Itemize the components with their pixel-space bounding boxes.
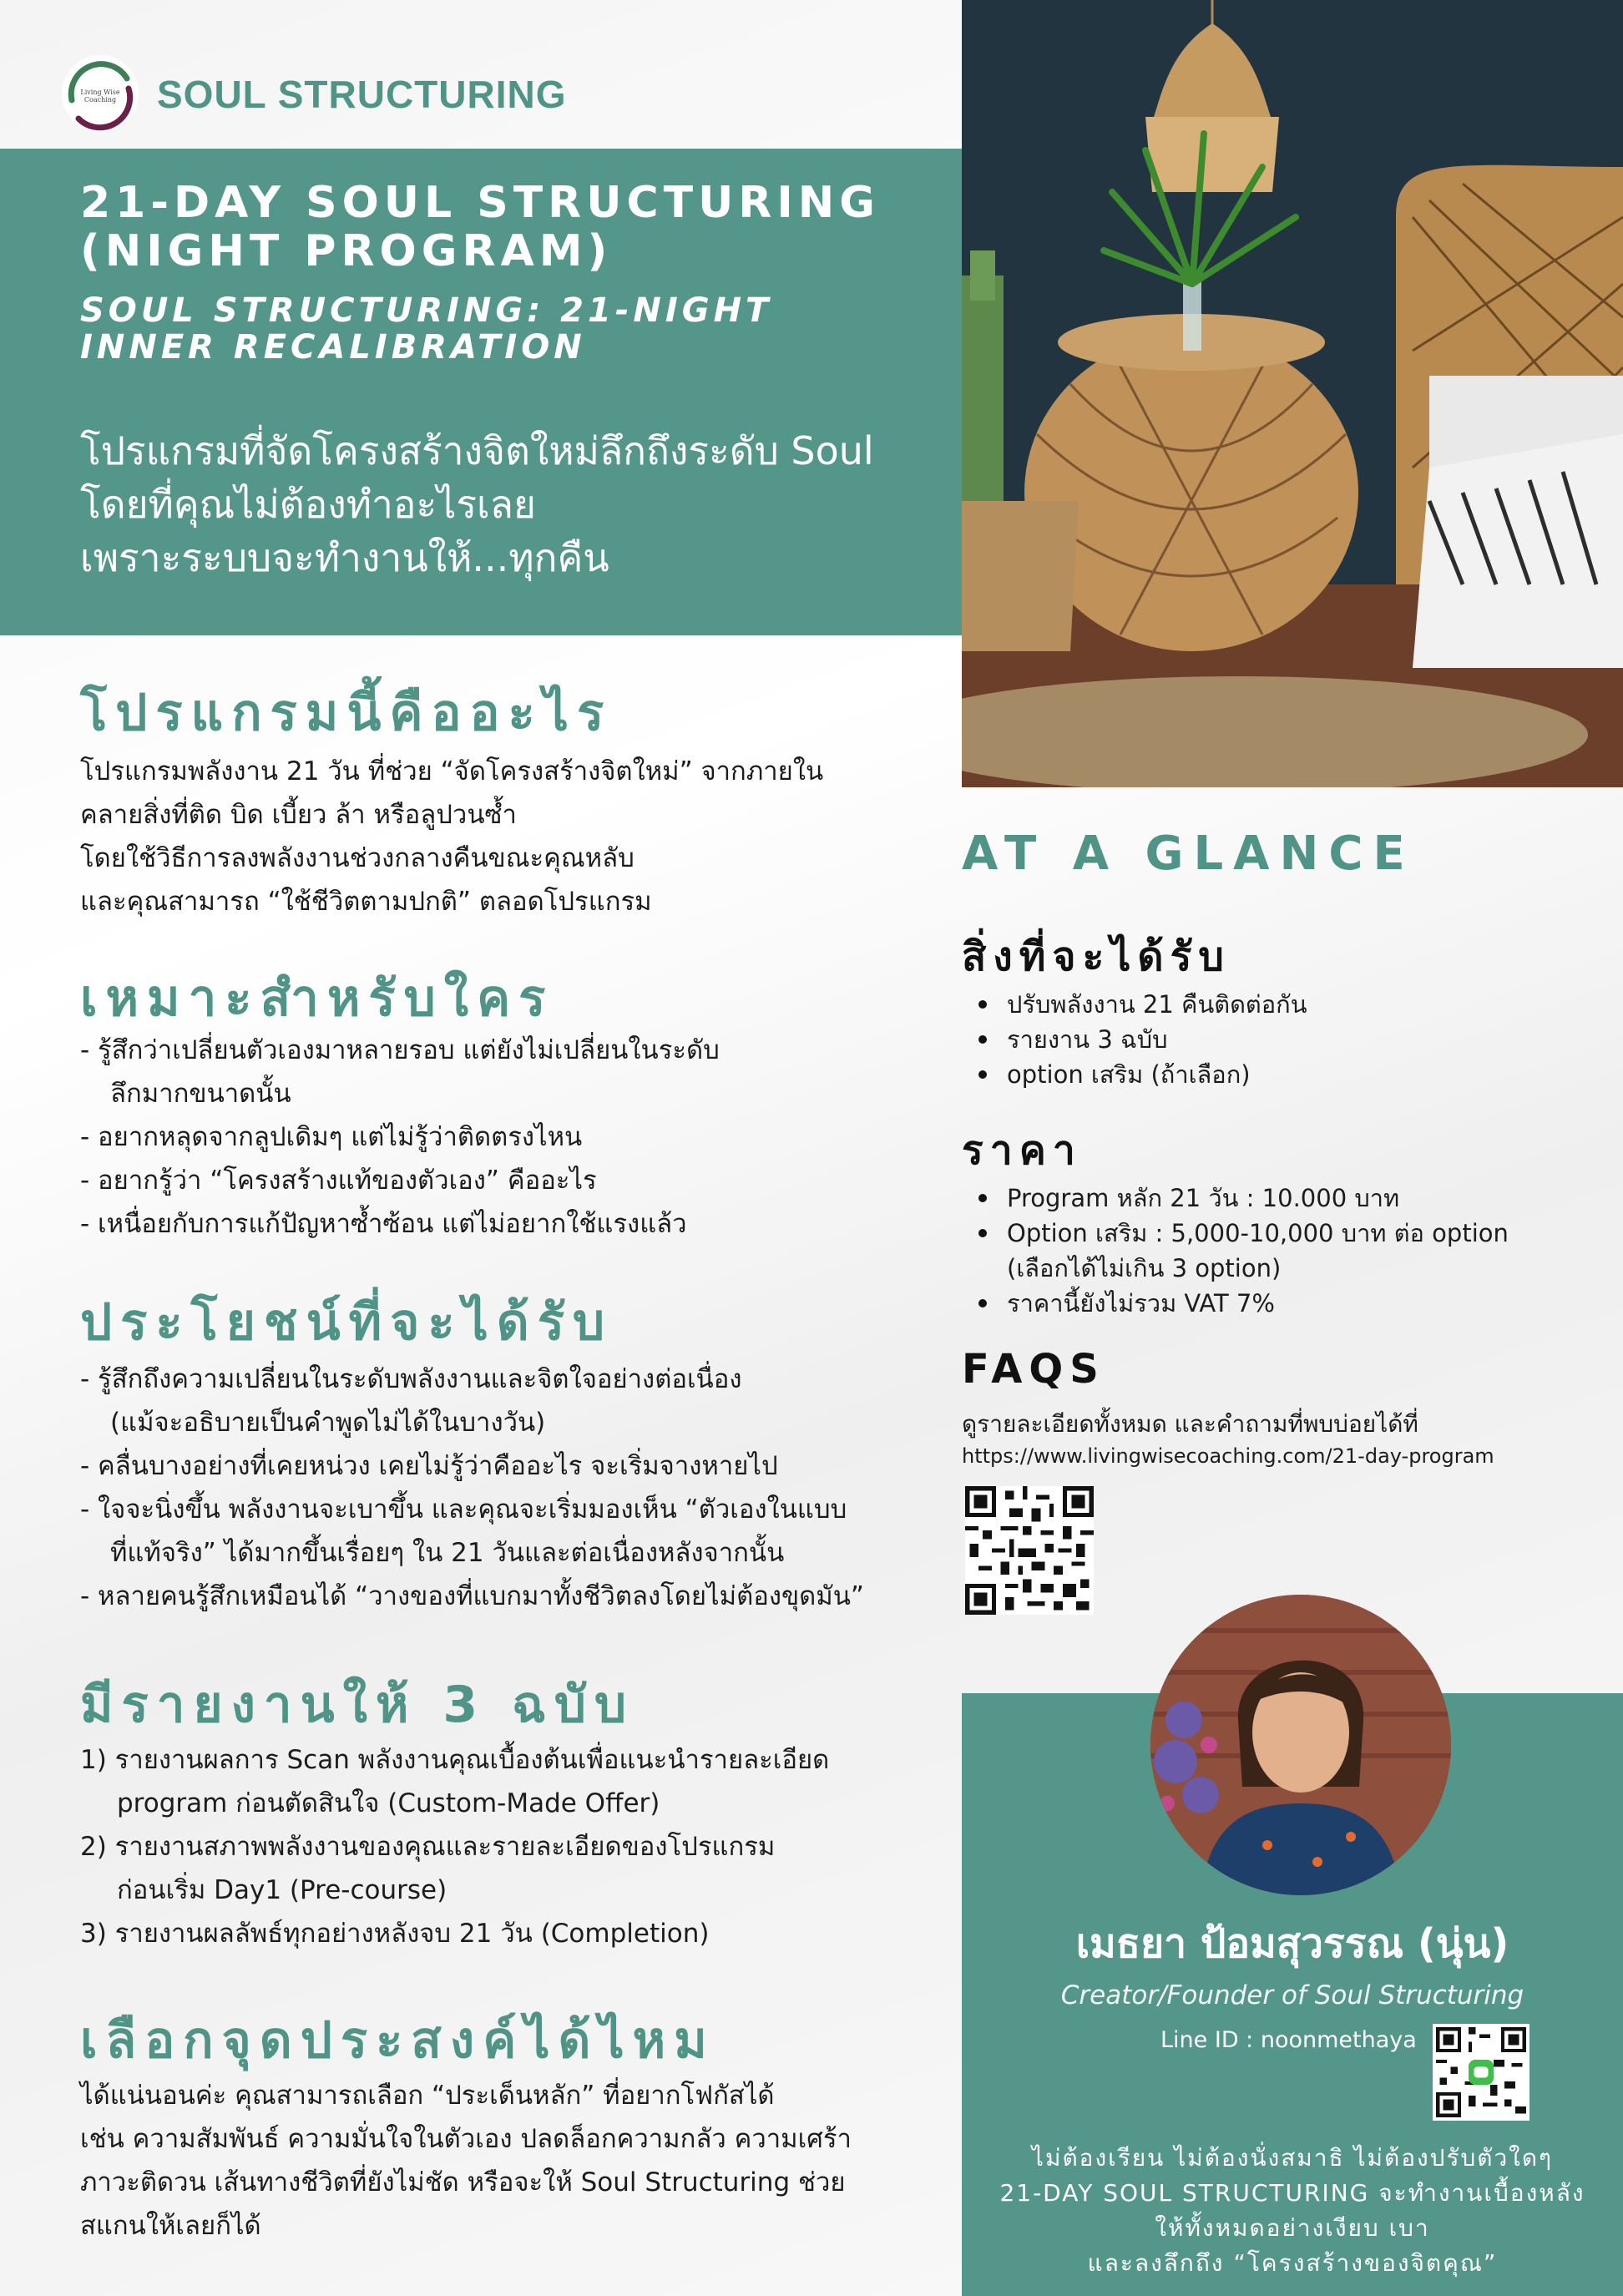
faq-link[interactable]: https://www.livingwisecoaching.com/21-day-program <box>962 1444 1494 1468</box>
hero-subtitle-line: SOUL STRUCTURING: 21-NIGHT <box>80 291 773 330</box>
report-item: ก่อนเริ่ม Day1 (Pre-course) <box>117 1875 447 1905</box>
price-list <box>973 1181 1616 1321</box>
report-item: program ก่อนตัดสินใจ (Custom-Made Offer) <box>117 1788 660 1818</box>
bedroom-photo <box>962 0 1623 787</box>
benefit-item: - รู้สึกถึงความเปลี่ยนในระดับพลังงานและจิตใจอย่างต่อเนื่อง <box>80 1364 742 1394</box>
line-id[interactable]: Line ID : noonmethaya <box>1160 2027 1417 2053</box>
receive-list <box>973 987 1616 1092</box>
receive-heading: สิ่งที่จะได้รับ <box>962 933 1231 980</box>
what-line: และคุณสามารถ “ใช้ชีวิตตามปกติ” ตลอดโปรแกรม <box>80 887 652 917</box>
section-title-benefits: ประโยชน์ที่จะได้รับ <box>80 1293 614 1352</box>
for-whom-item: - เหนื่อยกับการแก้ปัญหาซ้ำซ้อน แต่ไม่อยากใช้แรงแล้ว <box>80 1209 687 1239</box>
hero-subtitle <box>80 292 932 366</box>
price-item: Option เสริม : 5,000-10,000 บาท ต่อ option <box>973 1216 1616 1251</box>
hero-text-line: โปรแกรมที่จัดโครงสร้างจิตใหม่ลึกถึงระดับ Soul <box>80 428 874 473</box>
hero-text-line: โดยที่คุณไม่ต้องทำอะไรเลย <box>80 482 536 527</box>
section-title-for-whom: เหมาะสำหรับใคร <box>80 969 554 1028</box>
hero-description <box>80 424 948 584</box>
price-heading: ราคา <box>962 1127 1082 1174</box>
hero-title <box>80 179 932 276</box>
price-item: ราคานี้ยังไม่รวม VAT 7% <box>973 1286 1616 1321</box>
reports-list <box>80 1738 923 1955</box>
benefit-item: - ใจจะนิ่งขึ้น พลังงานจะเบาขึ้น และคุณจะเริ่มมองเห็น “ตัวเองในแบบ <box>80 1494 847 1525</box>
for-whom-item: - อยากหลุดจากลูปเดิมๆ แต่ไม่รู้ว่าติดตรงไหน <box>80 1122 583 1152</box>
faq-description: ดูรายละเอียดทั้งหมด และคำถามที่พบบ่อยได้ที่ <box>962 1410 1418 1438</box>
benefit-item: (แม้จะอธิบายเป็นคำพูดไม่ได้ในบางวัน) <box>110 1408 546 1438</box>
price-item: Program หลัก 21 วัน : 10.000 บาท <box>973 1181 1616 1216</box>
price-item-note: (เลือกได้ไม่เกิน 3 option) <box>1007 1254 1282 1282</box>
hero-title-line: (NIGHT PROGRAM) <box>80 226 613 276</box>
for-whom-item: - อยากรู้ว่า “โครงสร้างแท้ของตัวเอง” คืออะไร <box>80 1166 597 1196</box>
benefit-item: - หลายคนรู้สึกเหมือนได้ “วางของที่แบกมาทั้งชีวิตลงโดยไม่ต้องขุดมัน” <box>80 1581 864 1611</box>
logo-text: Living Wise Coaching <box>80 89 120 104</box>
purpose-line: เช่น ความสัมพันธ์ ความมั่นใจในตัวเอง ปลดล็อกความกลัว ความเศร้า <box>80 2124 852 2154</box>
section-title-reports: มีรายงานให้ 3 ฉบับ <box>80 1676 635 1734</box>
benefit-item: ที่แท้จริง” ได้มากขึ้นเรื่อยๆ ใน 21 วันและต่อเนื่องหลังจากนั้น <box>110 1538 785 1568</box>
what-description <box>80 750 923 923</box>
report-item: 3) รายงานผลลัพธ์ทุกอย่างหลังจบ 21 วัน (Completion) <box>80 1919 710 1949</box>
for-whom-item: ลึกมากขนาดนั้น <box>110 1079 291 1109</box>
hero-subtitle-line: INNER RECALIBRATION <box>80 328 586 367</box>
benefit-item: - คลื่นบางอย่างที่เคยหน่วง เคยไม่รู้ว่าคืออะไร จะเริ่มจางหายไป <box>80 1451 778 1481</box>
what-line: โปรแกรมพลังงาน 21 วัน ที่ช่วย “จัดโครงสร้างจิตใหม่” จากภายใน <box>80 756 824 786</box>
tagline-line: 21-DAY SOUL STRUCTURING จะทำงานเบื้องหลัง <box>999 2179 1585 2207</box>
for-whom-item: - รู้สึกว่าเปลี่ยนตัวเองมาหลายรอบ แต่ยังไม่เปลี่ยนในระดับ <box>80 1035 720 1065</box>
hero-banner <box>0 149 962 635</box>
receive-item: option เสริม (ถ้าเลือก) <box>973 1057 1616 1092</box>
purpose-description <box>80 2074 923 2248</box>
what-line: โดยใช้วิธีการลงพลังงานช่วงกลางคืนขณะคุณหลับ <box>80 843 635 873</box>
creator-role: Creator/Founder of Soul Structuring <box>1060 1980 1524 2010</box>
brand-name: SOUL STRUCTURING <box>157 73 567 116</box>
purpose-line: ได้แน่นอนค่ะ คุณสามารถเลือก “ประเด็นหลัก” ที่อยากโฟกัสได้ <box>80 2081 775 2111</box>
for-whom-list <box>80 1029 923 1246</box>
hero-text-line: เพราะระบบจะทำงานให้...ทุกคืน <box>80 535 609 580</box>
tagline-line: ให้ทั้งหมดอย่างเงียบ เบา <box>1155 2214 1430 2242</box>
benefits-list <box>80 1358 923 1618</box>
section-title-purpose: เลือกจุดประสงค์ได้ไหม <box>80 2011 715 2070</box>
section-title-what: โปรแกรมนี้คืออะไร <box>80 684 613 742</box>
creator-name: เมธยา ป้อมสุวรรณ (นุ่น) <box>1075 1920 1509 1967</box>
report-item: 1) รายงานผลการ Scan พลังงานคุณเบื้องต้นเพื่อแนะนำรายละเอียด <box>80 1745 830 1775</box>
creator-avatar <box>1150 1595 1451 1895</box>
what-line: คลายสิ่งที่ติด บิด เบี้ยว ล้า หรือลูปวนซ้ำ <box>80 800 517 830</box>
report-item: 2) รายงานสภาพพลังงานของคุณและรายละเอียดของโปรแกรม <box>80 1832 776 1862</box>
hero-title-line: 21-DAY SOUL STRUCTURING <box>80 178 880 228</box>
purpose-line: ภาวะติดวน เส้นทางชีวิตที่ยังไม่ชัด หรือจะให้ Soul Structuring ช่วย <box>80 2167 846 2197</box>
line-qr-code-icon[interactable] <box>1433 2024 1529 2121</box>
tagline-line: ไม่ต้องเรียน ไม่ต้องนั่งสมาธิ ไม่ต้องปรับตัวใดๆ <box>1031 2144 1554 2172</box>
closing-tagline <box>962 2141 1623 2281</box>
receive-item: รายงาน 3 ฉบับ <box>973 1022 1616 1057</box>
qr-code-icon[interactable] <box>965 1486 1094 1615</box>
receive-item: ปรับพลังงาน 21 คืนติดต่อกัน <box>973 987 1616 1022</box>
purpose-line: สแกนให้เลยก็ได้ <box>80 2211 261 2241</box>
faq-heading: FAQS <box>962 1346 1105 1393</box>
tagline-line: และลงลึกถึง “โครงสร้างของจิตคุณ” <box>1087 2249 1498 2277</box>
at-a-glance-title: AT A GLANCE <box>962 827 1415 881</box>
